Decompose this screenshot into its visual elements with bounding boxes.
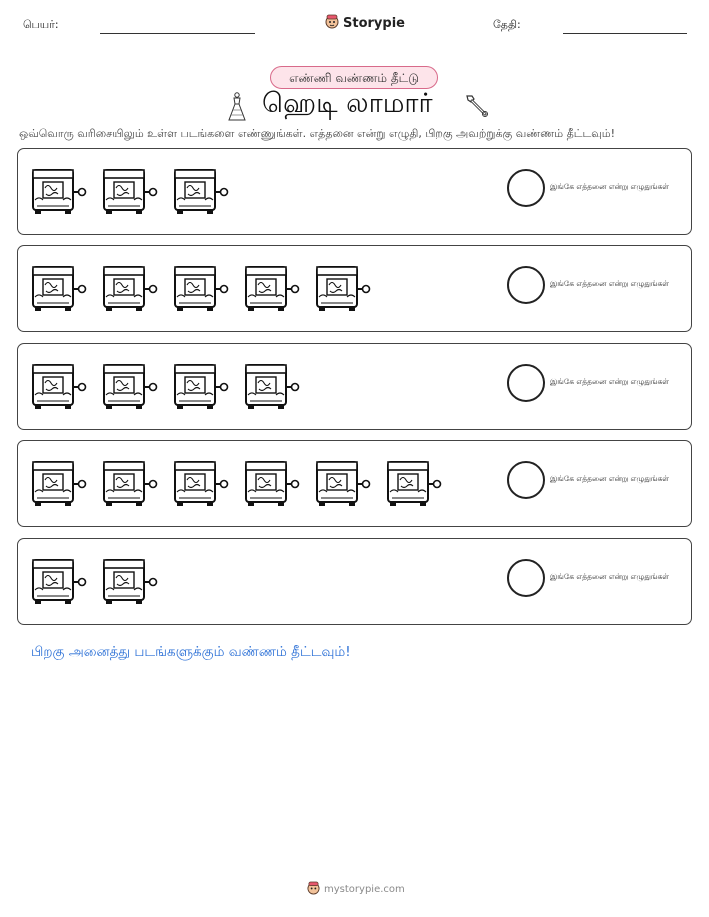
answer-hint: இங்கே எத்தனை என்று எழுதுங்கள் (550, 279, 670, 288)
answer-circle[interactable] (507, 559, 545, 597)
counting-row (17, 148, 692, 235)
activity-tag: எண்ணி வண்ணம் தீட்டு (270, 66, 438, 89)
brand-name: Storypie (343, 16, 405, 31)
answer-circle[interactable] (507, 364, 545, 402)
music-box-icon (384, 456, 442, 508)
music-box-icon (171, 359, 229, 411)
counting-row (17, 440, 692, 527)
music-box-icon (100, 456, 158, 508)
storypie-brand (325, 14, 405, 33)
music-box-icon (171, 261, 229, 313)
music-box-icon (171, 456, 229, 508)
footer (307, 880, 405, 899)
instructions: ஒவ்வொரு வரிசையிலும் உள்ள படங்களை எண்ணுங்கள். எத்தனை என்று எழுதி, பிறகு அவற்றுக்கு வண்ணம் தீட்டவும்! (19, 127, 616, 140)
music-box-icon (100, 359, 158, 411)
music-box-icon (171, 164, 229, 216)
music-box-icon (29, 359, 87, 411)
wrench-icon (463, 92, 491, 124)
date-line (563, 33, 687, 34)
storypie-logo-icon (325, 14, 339, 33)
music-box-icon (100, 554, 158, 606)
counting-row (17, 538, 692, 625)
music-box-icon (29, 456, 87, 508)
music-box-icon (100, 164, 158, 216)
answer-circle[interactable] (507, 461, 545, 499)
date-label: தேதி: (493, 18, 521, 31)
name-line (100, 33, 255, 34)
counting-row (17, 343, 692, 430)
music-box-icon (313, 261, 371, 313)
music-box-icon (29, 164, 87, 216)
answer-hint: இங்கே எத்தனை என்று எழுதுங்கள் (550, 182, 670, 191)
answer-circle[interactable] (507, 266, 545, 304)
music-box-icon (100, 261, 158, 313)
music-box-icon (242, 261, 300, 313)
gown-icon (226, 92, 248, 126)
counting-row (17, 245, 692, 332)
worksheet-title: ஹெடி லாமார் (262, 88, 433, 119)
music-box-icon (29, 261, 87, 313)
music-box-icon (29, 554, 87, 606)
music-box-icon (242, 456, 300, 508)
worksheet-header (0, 14, 709, 38)
answer-circle[interactable] (507, 169, 545, 207)
name-label: பெயர்: (23, 18, 59, 31)
footer-site: mystorypie.com (324, 884, 405, 895)
closing-instruction: பிறகு அனைத்து படங்களுக்கும் வண்ணம் தீட்டவும்! (31, 644, 351, 660)
answer-hint: இங்கே எத்தனை என்று எழுதுங்கள் (550, 572, 670, 581)
title-row (0, 88, 709, 124)
music-box-icon (242, 359, 300, 411)
storypie-logo-icon (307, 880, 320, 899)
answer-hint: இங்கே எத்தனை என்று எழுதுங்கள் (550, 474, 670, 483)
answer-hint: இங்கே எத்தனை என்று எழுதுங்கள் (550, 377, 670, 386)
music-box-icon (313, 456, 371, 508)
